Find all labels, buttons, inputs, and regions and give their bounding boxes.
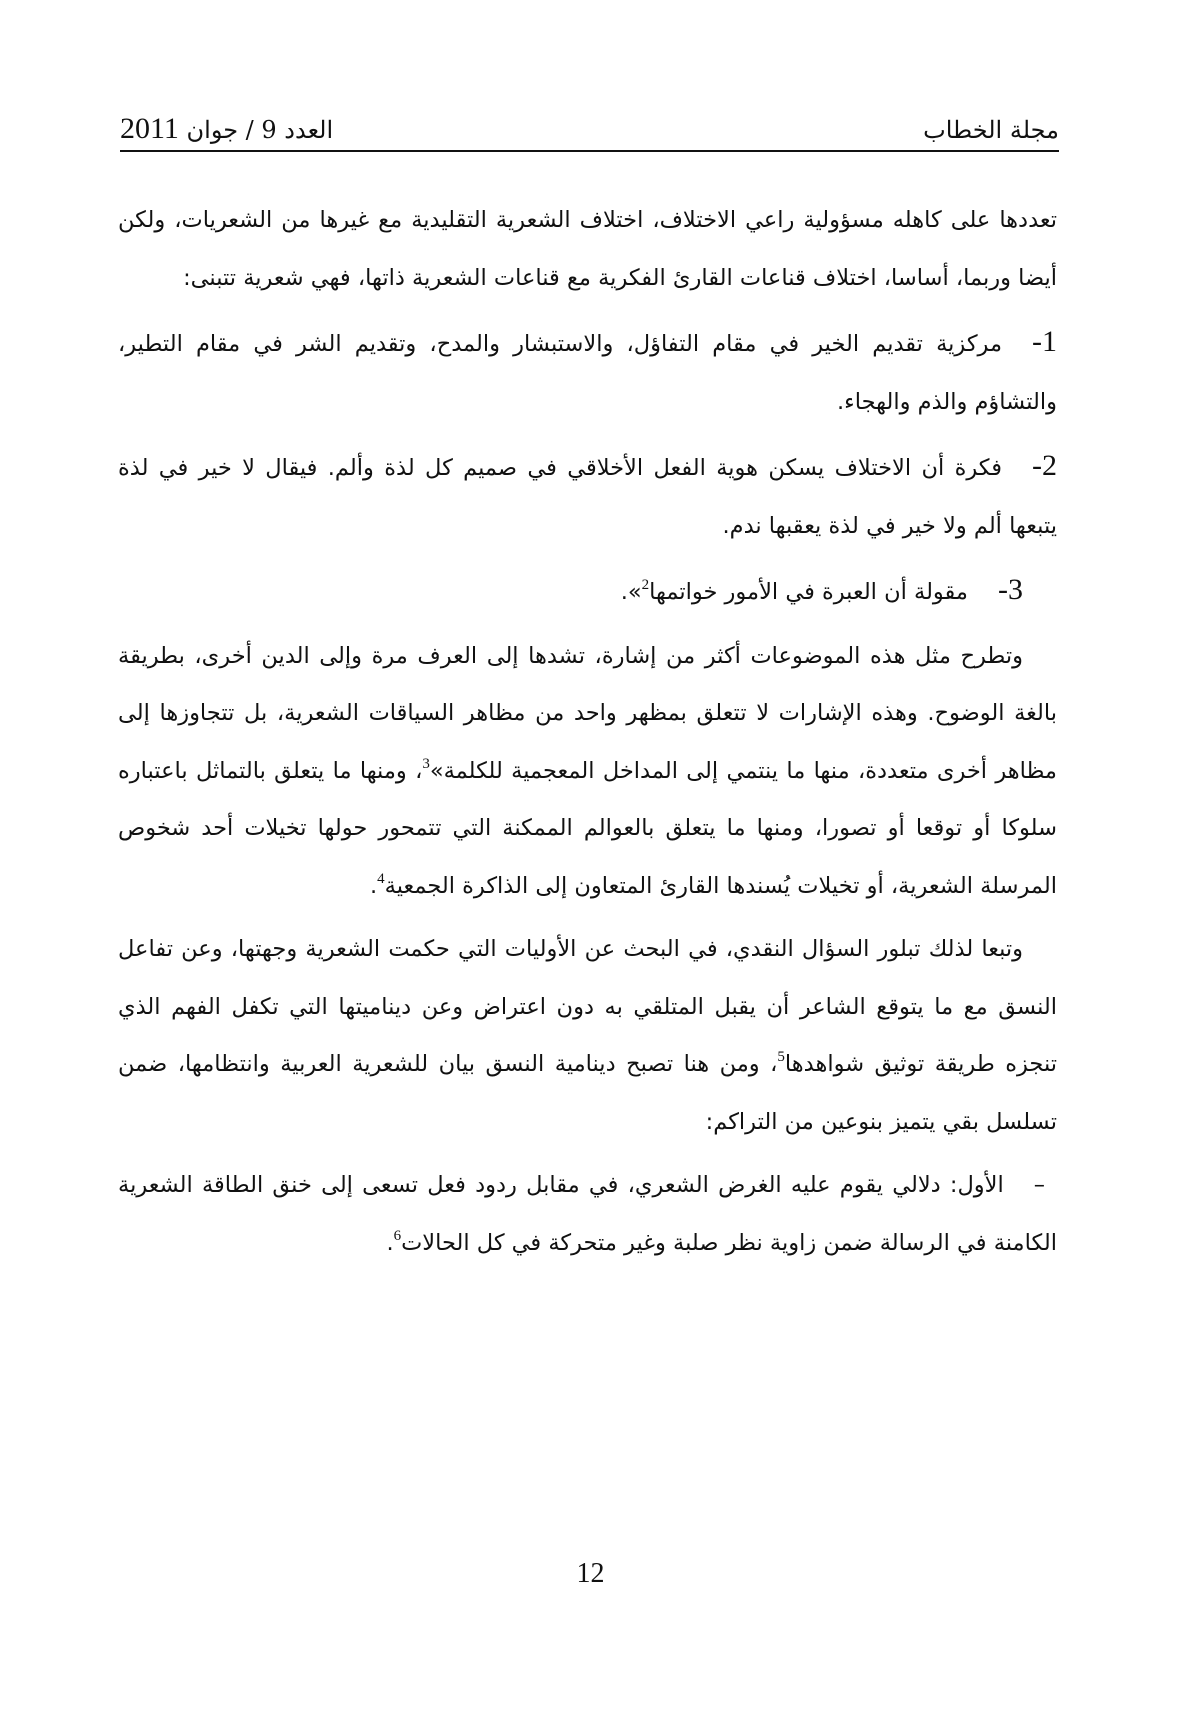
footnote-ref-5: 5 — [777, 1049, 785, 1065]
footnote-ref-3: 3 — [422, 755, 430, 772]
issue-year: 2011 — [120, 112, 179, 145]
list-number-1: -1 — [1032, 325, 1057, 358]
paragraph-2-part-b: ، ومنها ما يتعلق بالتماثل باعتباره سلوكا أو توقعا أو تصورا، ومنها ما يتعلق بالعوالم الممكنة التي تتمحور حولها تخيلات أحد شخوص المرسلة الشعرية، أو تخيلات يُسندها القارئ المتعاون إلى الذاكرة الجمعية — [118, 757, 1057, 899]
list-item-3 — [118, 561, 1057, 622]
list-item-1 — [118, 313, 1057, 431]
issue-info — [120, 112, 333, 146]
journal-title: مجلة الخطاب — [923, 116, 1059, 144]
list-number-2: -2 — [1032, 449, 1057, 482]
list-text-1: مركزية تقديم الخير في مقام التفاؤل، والاستبشار والمدح، وتقديم الشر في مقام التطير، والتشاؤم والذم والهجاء. — [118, 331, 1057, 415]
paragraph-2 — [118, 628, 1057, 916]
list-number-3: -3 — [998, 573, 1023, 606]
paragraph-3-part-a: وتبعا لذلك تبلور السؤال النقدي، في البحث عن الأوليات التي حكمت الشعرية وجهتها، وعن تفاعل النسق مع ما يتوقع الشاعر أن يقبل المتلقي به دون اعتراض وعن ديناميتها التي تكفل الفهم الذي تنجزه طريقة توثيق شواهدها — [118, 936, 1057, 1077]
footnote-ref-6: 6 — [393, 1227, 402, 1244]
bullet-item — [118, 1157, 1057, 1272]
paragraph-2-part-a: وتطرح مثل هذه الموضوعات أكثر من إشارة، تشدها إلى العرف مرة وإلى الدين أخرى، بطريقة بالغة الوضوح. وهذه الإشارات لا تتعلق بمظهر واحد من مظاهر السياقات الشعرية، بل تتجاوزها إلى مظاهر أخرى متعددة، منها ما ينتمي إلى المداخل المعجمية للكلمة» — [118, 642, 1057, 784]
running-header — [120, 106, 1059, 152]
page-number: 12 — [576, 1558, 605, 1589]
list-text-3: مقولة أن العبرة في الأمور خواتمها — [649, 579, 968, 605]
paragraph-3 — [118, 921, 1057, 1151]
paragraph-1: تعددها على كاهله مسؤولية راعي الاختلاف، اختلاف الشعرية التقليدية مع غيرها من الشعريات، ولكن أيضا وربما، أساسا، اختلاف قناعات القارئ الفكرية مع قناعات الشعرية ذاتها، فهي شعرية تتبنى: — [118, 207, 1057, 291]
bullet-dash: – — [1033, 1172, 1045, 1198]
list-item-2 — [118, 437, 1057, 555]
bullet-end: . — [386, 1229, 394, 1256]
article-body — [118, 192, 1057, 1278]
issue-label: العدد 9 / جوان — [178, 116, 334, 144]
bullet-text: الأول: دلالي يقوم عليه الغرض الشعري، في مقابل ردود فعل تسعى إلى خنق الطاقة الشعرية الكامنة في الرسالة ضمن زاوية نظر صلبة وغير متحركة في كل الحالات — [118, 1172, 1057, 1256]
paragraph-3-part-b: ، ومن هنا تصبح دينامية النسق بيان للشعرية العربية وانتظامها، ضمن تسلسل بقي يتميز بنوعين من التراكم: — [118, 1051, 1057, 1135]
footnote-ref-2: 2 — [641, 577, 650, 593]
footnote-ref-4: 4 — [377, 870, 385, 887]
list-text-2: فكرة أن الاختلاف يسكن هوية الفعل الأخلاقي في صميم كل لذة وألم. فيقال لا خير في لذة يتبعها ألم ولا خير في لذة يعقبها ندم. — [118, 455, 1057, 539]
list-text-3-end: ». — [620, 579, 642, 605]
paragraph-2-end: . — [369, 872, 378, 899]
